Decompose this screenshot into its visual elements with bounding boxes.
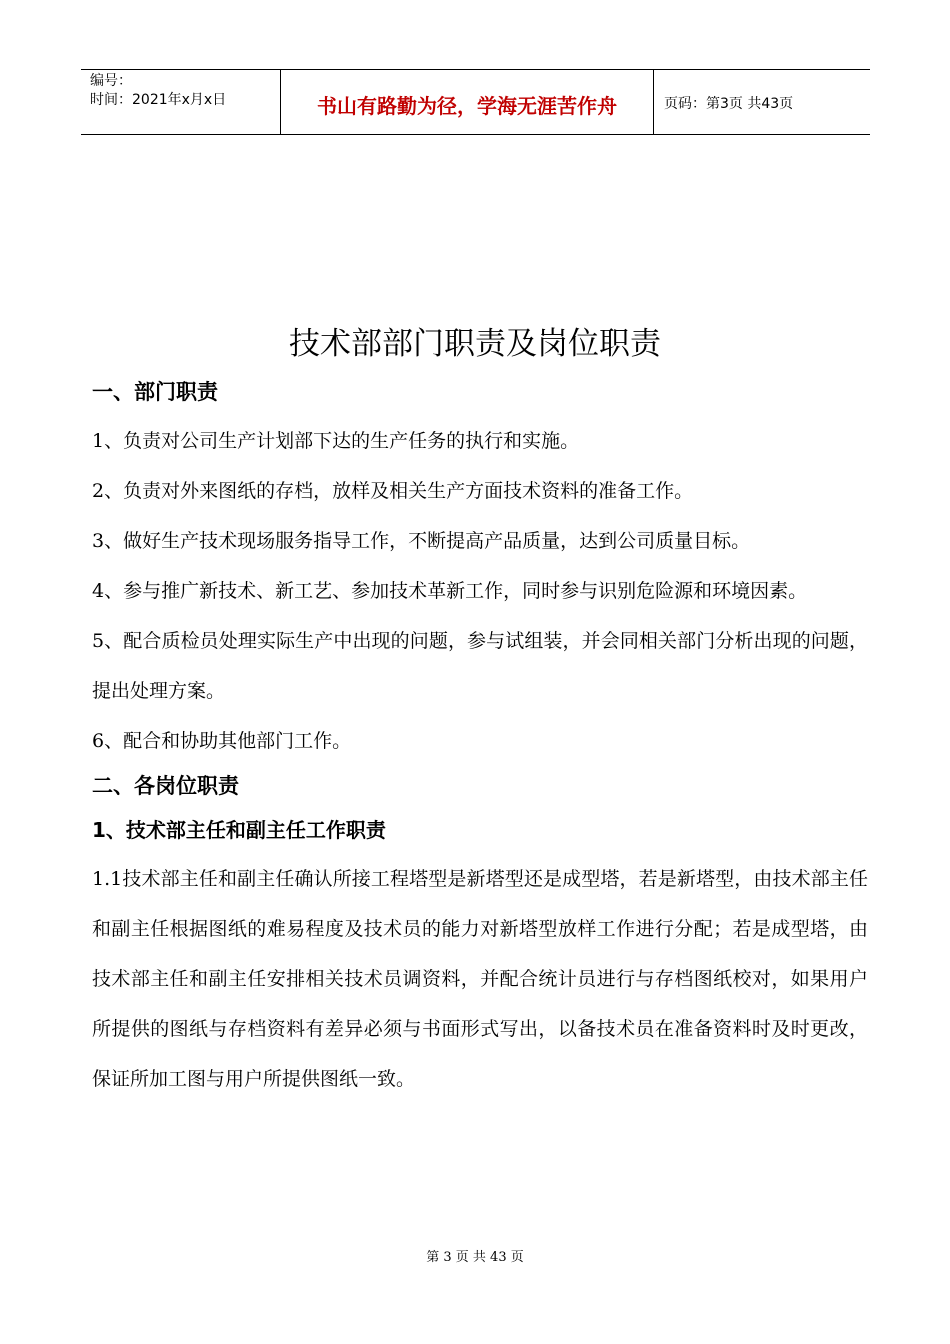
page-footer: 第 3 页 共 43 页 [426,1250,524,1265]
section-heading-position-duties: 二、各岗位职责 [92,774,239,798]
duty-item: 2、负责对外来图纸的存档，放样及相关生产方面技术资料的准备工作。 [92,480,694,502]
duty-item: 5、配合质检员处理实际生产中出现的问题，参与试组装，并会同相关部门分析出现的问题，提出处理方案。 [92,630,868,702]
document-body [92,372,868,1104]
document-title: 技术部部门职责及岗位职责 [289,326,661,362]
director-duty-paragraph: 1.1技术部主任和副主任确认所接工程塔型是新塔型还是成型塔，若是新塔型，由技术部主任和副主任根据图纸的难易程度及技术员的能力对新塔型放样工作进行分配；若是成型塔，由技术部主任和副主任安排相关技术员调资料，并配合统计员进行与存档图纸校对，如果用户所提供的图纸与存档资料有差异必须与书面形式写出，以备技术员在准备资料时及时更改，保证所加工图与用户所提供图纸一致。 [92,868,868,1090]
sub-heading-director-duties: 1、技术部主任和副主任工作职责 [92,818,386,842]
duty-item: 4、参与推广新技术、新工艺、参加技术革新工作，同时参与识别危险源和环境因素。 [92,580,808,602]
duty-item: 1、负责对公司生产计划部下达的生产任务的执行和实施。 [92,430,580,452]
duty-item: 3、做好生产技术现场服务指导工作，不断提高产品质量，达到公司质量目标。 [92,530,751,552]
page-header [81,69,870,135]
header-motto: 书山有路勤为径，学海无涯苦作舟 [281,70,654,134]
header-page-info: 页码：第3页 共43页 [664,96,794,112]
duty-item: 6、配合和协助其他部门工作。 [92,730,352,752]
document-date-label: 时间：2021年x月x日 [90,92,227,108]
document-number-label: 编号： [90,73,132,89]
header-meta [81,70,281,134]
section-heading-department-duties: 一、部门职责 [92,380,218,404]
